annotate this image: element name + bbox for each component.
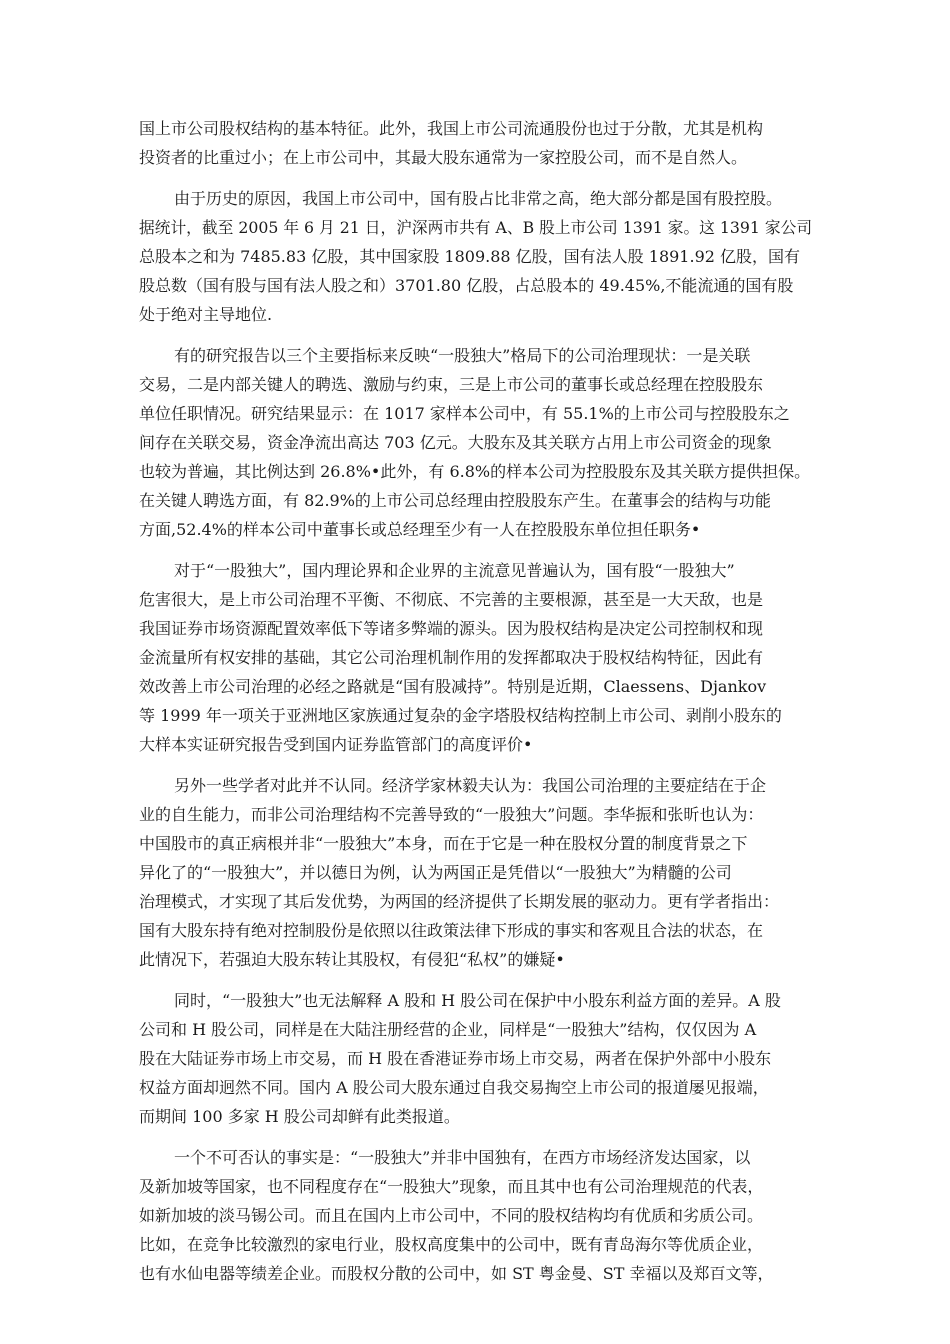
text-line: 比如，在竞争比较激烈的家电行业，股权高度集中的公司中，既有青岛海尔等优质企业， <box>139 1235 764 1254</box>
text-line: 中国股市的真正病根并非“一股独大”本身，而在于它是一种在股权分置的制度背景之下 <box>139 834 748 853</box>
text-line: 大样本实证研究报告受到国内证券监管部门的高度评价• <box>139 735 533 754</box>
text-line: 由于历史的原因，我国上市公司中，国有股占比非常之高，绝大部分都是国有股控股。 <box>174 189 783 208</box>
text-line: 而期间 100 多家 H 股公司却鲜有此类报道。 <box>139 1107 460 1126</box>
text-line: 效改善上市公司治理的必经之路就是“国有股减持”。特别是近期，Claessens、Djankov <box>139 677 767 696</box>
text-line: 也有水仙电器等绩差企业。而股权分散的公司中，如 ST 粤金曼、ST 幸福以及郑百文等， <box>139 1264 774 1283</box>
text-line: 股总数（国有股与国有法人股之和）3701.80 亿股，占总股本的 49.45%,不能流通的国有股 <box>139 276 794 295</box>
text-line: 同时，“一股独大”也无法解释 A 股和 H 股公司在保护中小股东利益方面的差异。A 股 <box>174 991 781 1010</box>
text-line: 在关键人聘选方面，有 82.9%的上市公司总经理由控股股东产生。在董事会的结构与功能 <box>139 491 771 510</box>
text-line: 公司和 H 股公司，同样是在大陆注册经营的企业，同样是“一股独大”结构，仅仅因为 A <box>139 1020 757 1039</box>
text-line: 方面,52.4%的样本公司中董事长或总经理至少有一人在控股股东单位担任职务• <box>139 520 701 539</box>
text-line: 危害很大，是上市公司治理不平衡、不彻底、不完善的主要根源，甚至是一大天敌，也是 <box>139 590 764 609</box>
text-line: 等 1999 年一项关于亚洲地区家族通过复杂的金字塔股权结构控制上市公司、剥削小股东的 <box>139 706 782 725</box>
text-line: 权益方面却迥然不同。国内 A 股公司大股东通过自我交易掏空上市公司的报道屡见报端， <box>139 1078 769 1097</box>
text-line: 间存在关联交易，资金净流出高达 703 亿元。大股东及其关联方占用上市公司资金的现象 <box>139 433 772 452</box>
text-line: 金流量所有权安排的基础，其它公司治理机制作用的发挥都取决于股权结构特征，因此有 <box>139 648 764 667</box>
text-line: 有的研究报告以三个主要指标来反映“一股独大”格局下的公司治理现状：一是关联 <box>174 346 751 365</box>
text-line: 对于“一股独大”，国内理论界和企业界的主流意见普遍认为，国有股“一股独大” <box>174 561 735 580</box>
text-line: 我国证券市场资源配置效率低下等诸多弊端的源头。因为股权结构是决定公司控制权和现 <box>139 619 764 638</box>
text-line: 国上市公司股权结构的基本特征。此外，我国上市公司流通股份也过于分散，尤其是机构 <box>139 119 764 138</box>
text-line: 国有大股东持有绝对控制股份是依照以往政策法律下形成的事实和客观且合法的状态，在 <box>139 921 764 940</box>
text-line: 单位任职情况。研究结果显示：在 1017 家样本公司中，有 55.1%的上市公司与控股股东之 <box>139 404 790 423</box>
text-line: 异化了的“一股独大”，并以德日为例，认为两国正是凭借以“一股独大”为精髓的公司 <box>139 863 732 882</box>
text-line: 总股本之和为 7485.83 亿股，其中国家股 1809.88 亿股，国有法人股 1891.92 亿股，国有 <box>139 247 801 266</box>
text-line: 此情况下，若强迫大股东转让其股权，有侵犯“私权”的嫌疑• <box>139 950 565 969</box>
text-line: 另外一些学者对此并不认同。经济学家林毅夫认为：我国公司治理的主要症结在于企 <box>174 776 767 795</box>
text-line: 如新加坡的淡马锡公司。而且在国内上市公司中，不同的股权结构均有优质和劣质公司。 <box>139 1206 764 1225</box>
text-line: 股在大陆证券市场上市交易，而 H 股在香港证券市场上市交易，两者在保护外部中小股东 <box>139 1049 772 1068</box>
text-line: 处于绝对主导地位. <box>139 305 273 324</box>
text-line: 也较为普遍，其比例达到 26.8%•此外，有 6.8%的样本公司为控股股东及其关联方提供担保。 <box>139 462 811 481</box>
text-line: 治理模式，才实现了其后发优势，为两国的经济提供了长期发展的驱动力。更有学者指出： <box>139 892 780 911</box>
text-line: 交易，二是内部关键人的聘选、激励与约束，三是上市公司的董事长或总经理在控股股东 <box>139 375 764 394</box>
text-line: 业的自生能力，而非公司治理结构不完善导致的“一股独大”问题。李华振和张昕也认为： <box>139 805 764 824</box>
text-line: 一个不可否认的事实是：“一股独大”并非中国独有，在西方市场经济发达国家，以 <box>174 1148 751 1167</box>
text-line: 据统计，截至 2005 年 6 月 21 日，沪深两市共有 A、B 股上市公司 1391 家。这 1391 家公司 <box>139 218 813 237</box>
text-line: 及新加坡等国家，也不同程度存在“一股独大”现象，而且其中也有公司治理规范的代表， <box>139 1177 764 1196</box>
text-line: 投资者的比重过小；在上市公司中，其最大股东通常为一家控股公司，而不是自然人。 <box>139 148 748 167</box>
